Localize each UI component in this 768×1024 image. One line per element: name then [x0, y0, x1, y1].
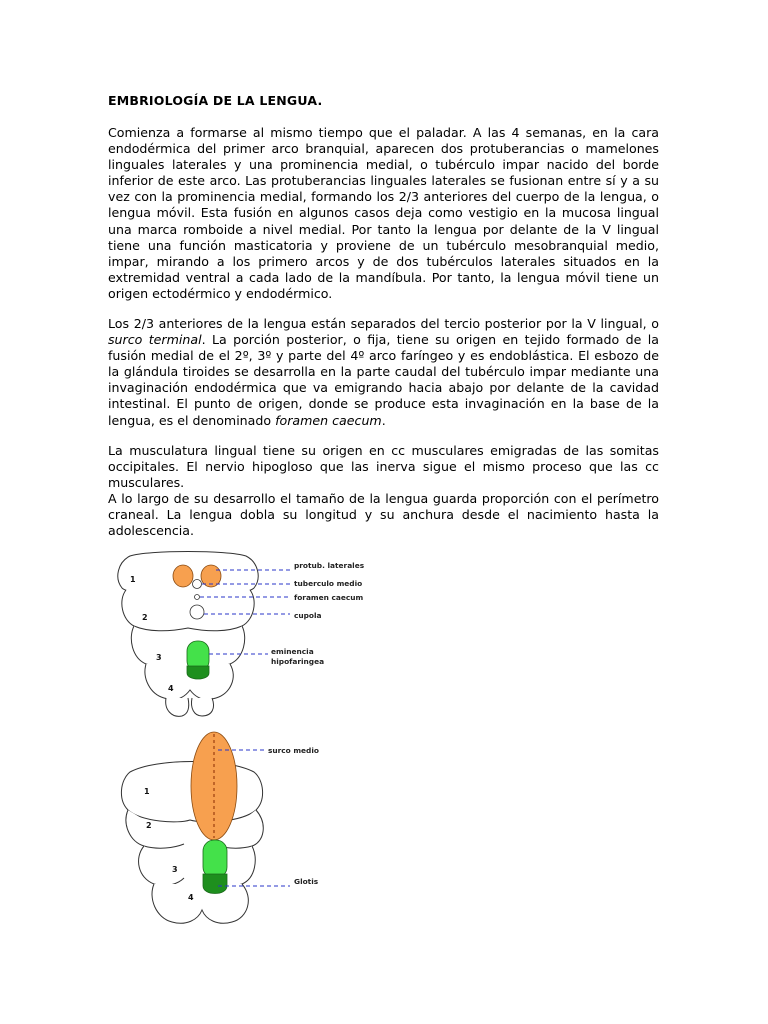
label-tuberculo-medio: tuberculо medio	[294, 579, 363, 588]
cupola	[190, 605, 204, 619]
paragraph-growth	[108, 491, 659, 539]
paragraph-text: La musculatura lingual tiene su origen en cc musculares emigradas de las somitas occipitales. El nervio hipogloso que las inerva sigue el mismo proceso que las cc musculares.	[108, 443, 659, 491]
label-protub-laterales: protub. laterales	[294, 561, 365, 570]
label-glotis: Glotis	[294, 877, 319, 886]
paragraph-text-part: .	[381, 412, 386, 428]
hypopharyngeal-eminence-base	[187, 666, 209, 679]
tongue-diagram-early	[108, 548, 372, 720]
document-title: EMBRIOLOGÍA DE LA LENGUA.	[108, 93, 323, 108]
arch-3	[139, 846, 256, 886]
label-eminencia: eminencia	[271, 647, 314, 656]
label-foramen-caecum: foramen caecum	[294, 593, 364, 602]
arch-2	[122, 590, 254, 631]
arch-number-1: 1	[144, 787, 150, 796]
tongue-diagram-late-svg	[108, 728, 372, 930]
tongue-diagram-early-svg	[108, 548, 372, 720]
paragraph-text: A lo largo de su desarrollo el tamaño de la lengua guarda proporción con el perímetro craneal. La lengua dobla su longitud y su anchura desde el nacimiento hasta la adolescencia.	[108, 491, 659, 539]
arch-number-1: 1	[130, 575, 136, 584]
tuberculum-impar	[193, 580, 202, 589]
paragraph-development	[108, 125, 659, 302]
term-surco-terminal: surco terminal	[108, 332, 202, 348]
arch-number-2: 2	[146, 821, 152, 830]
foramen-caecum	[195, 595, 200, 600]
arch-number-3: 3	[172, 865, 178, 874]
paragraph-surco-terminal	[108, 316, 659, 429]
arch-number-4: 4	[168, 684, 174, 693]
paragraph-musculature	[108, 443, 659, 491]
paragraph-text-part: Los 2/3 anteriores de la lengua están separados del tercio posterior por la V lingual, o	[108, 316, 659, 331]
tongue-diagram-late	[108, 728, 372, 930]
label-surco-medio: surco medio	[268, 746, 319, 755]
lateral-protuberance-left	[173, 565, 193, 587]
paragraph-text-part: . La porción posterior, o fija, tiene su origen en tejido formado de la fusión medial de el 2º, 3º y parte del 4º arco faríngeo y es endoblástica. El esbozo de la glándula tiroides se desarrolla en la parte caudal del tubérculo impar mediante una invaginación endodérmica que va emigrando hacia abajo por delante de la cavidad intestinal. El punto de origen, donde se produce esta invaginación en la base de la lengua, es el denominado	[108, 332, 659, 428]
label-hipofaringea: hipofaringea	[271, 657, 325, 666]
arch-4-lower-right	[191, 698, 213, 716]
tongue-root	[203, 840, 227, 878]
label-cupola: cupola	[294, 611, 322, 620]
arch-number-3: 3	[156, 653, 162, 662]
arch-4-lower-left	[166, 698, 189, 716]
arch-4	[152, 884, 248, 923]
term-foramen-caecum: foramen caecum	[275, 412, 382, 428]
arch-number-2: 2	[142, 613, 148, 622]
paragraph-text: Comienza a formarse al mismo tiempo que el paladar. A las 4 semanas, en la cara endodérmica del primer arco branquial, aparecen dos protuberancias o mamelones linguales laterales y una prominencia medial, o tubérculo impar nacido del borde inferior de este arco. Las protuberancias linguales laterales se fusionan entre sí y a su vez con la prominencia medial, formando los 2/3 anteriores del cuerpo de la lengua, o lengua móvil. Esta fusión en algunos casos deja como vestigio en la mucosa lingual una marca romboide a nivel medial. Por tanto la lengua por delante de la V lingual tiene una función masticatoria y proviene de un tubérculo mesobranquial medio, impar, mirando a los primero arcos y de dos tubérculos laterales situados en la extremidad ventral a cada lado de la mandíbula. Por tanto, la lengua móvil tiene un origen ectodérmico y endodérmico.	[108, 125, 659, 301]
arch-number-4: 4	[188, 893, 194, 902]
glottis	[203, 874, 227, 894]
